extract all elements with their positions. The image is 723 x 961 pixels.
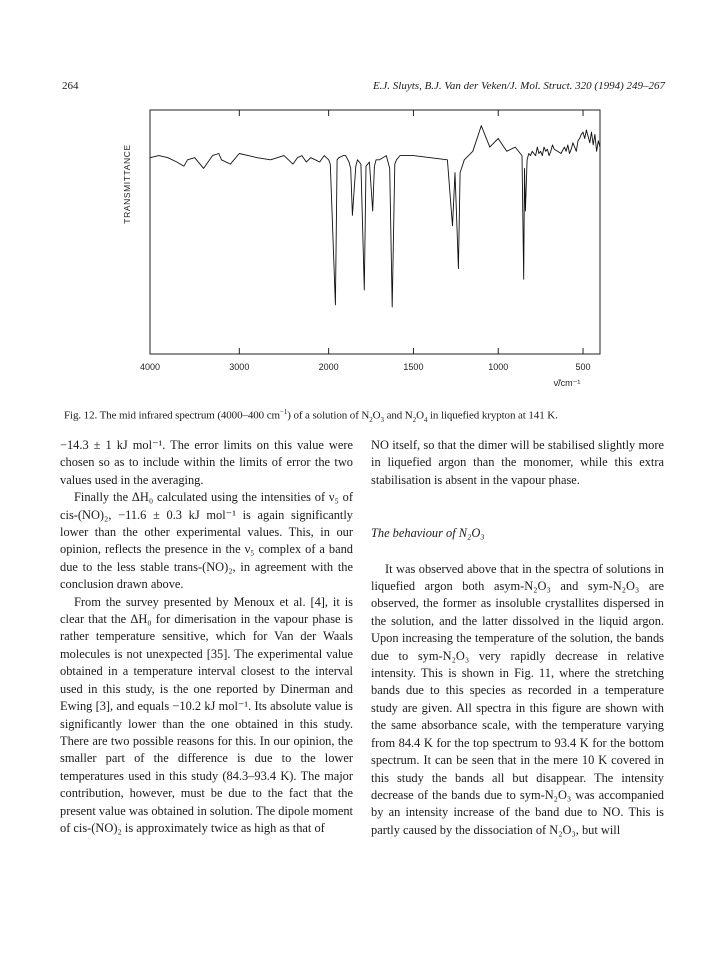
paragraph: It was observed above that in the spectra of solutions in liquefied argon both asym-N₂O₃ and sym-N₂O₃ are observed, the former as insoluble crystallites dispersed in the solution, and the latter dissolved in the liquid argon. Upon increasing the temperature of the solution, the bands due to sym-N₂O₃ very rapidly decrease in relative intensity. This is shown in Fig. 11, where the stretching bands due to this species as recorded in a temperature study are given. All spectra in this figure are shown with the same absorbance scale, with the temperature varying from 84.4 K for the top spectrum to 93.4 K for the bottom spectrum. It can be seen that in the mere 10 K covered in this study the bands all but disappear. The intensity decrease of the bands due to sym-N₂O₃ was accompanied by an intensity increase of the band due to NO. This is partly caused by the dissociation of N₂O₃, but will xyxy=(371,561,664,837)
x-tick-label: 500 xyxy=(575,362,591,372)
figure-caption: Fig. 12. The mid infrared spectrum (4000–400 $cm^{-1}$) of a solution of $N_2O_3$ and $N_2O_4$ in liquefied krypton at 141 K. xyxy=(64,408,558,424)
running-header: E.J. Sluyts, B.J. Van der Veken/J. Mol. Struct. 320 (1994) 249–267 xyxy=(372,80,665,92)
x-tick-label: 1500 xyxy=(403,362,424,372)
paragraph: From the survey presented by Menoux et al. [4], it is clear that the ΔH₀ for dimerisation in the vapour phase is rather temperature sensitive, which for Van der Waals molecules is not unexpected [35]. The experimental value obtained in a temperature interval closest to the interval used in this study, is the one reported by Dinerman and Ewing [3], and equals −10.2 kJ mol⁻¹. Its absolute value is significantly lower than the one obtained in this study. There are two possible reasons for this. In our opinion, the smaller part of the difference is due to the lower temperatures used in this study (84.3–93.4 K). The major contribution, however, must be due to the fact that the present value was obtained in solution. The dipole moment of cis-(NO)₂ is approximately twice as high as that of xyxy=(60,594,353,835)
left-column xyxy=(60,437,353,837)
x-axis-label: ν̃/cm⁻¹ xyxy=(553,378,581,388)
spectrum-trace xyxy=(150,126,600,307)
right-column xyxy=(371,437,664,839)
x-tick-label: 2000 xyxy=(318,362,339,372)
paragraph: NO itself, so that the dimer will be stabilised slightly more in liquefied argon than the monomer, while this extra stabilisation is absent in the vapour phase. xyxy=(371,438,664,487)
paragraph: Finally the ΔH₀ calculated using the intensities of ν₅ of cis-(NO)₂, −11.6 ± 0.3 kJ mol⁻¹ is again significantly lower than the other experimental values. This, in our opinion, reflects the presence in the ν₅ complex of a band due to the less stable trans-(NO)₂, in agreement with the conclusion drawn above. xyxy=(60,490,353,592)
section-heading: The behaviour of N₂O₃ xyxy=(371,526,485,541)
page-number: 264 xyxy=(62,80,79,92)
x-tick-label: 4000 xyxy=(139,362,161,372)
x-tick-label: 3000 xyxy=(229,362,250,372)
x-tick-labels xyxy=(140,362,591,372)
tick-marks xyxy=(150,110,583,354)
ir-spectrum-figure xyxy=(120,104,602,394)
paragraph: −14.3 ± 1 kJ mol⁻¹. The error limits on this value were chosen so as to include within the limits of error the two values used in the averaging. xyxy=(60,438,353,487)
plot-frame xyxy=(150,110,600,354)
y-axis-label: TRANSMITTANCE xyxy=(122,144,132,224)
x-tick-label: 1000 xyxy=(488,362,509,372)
